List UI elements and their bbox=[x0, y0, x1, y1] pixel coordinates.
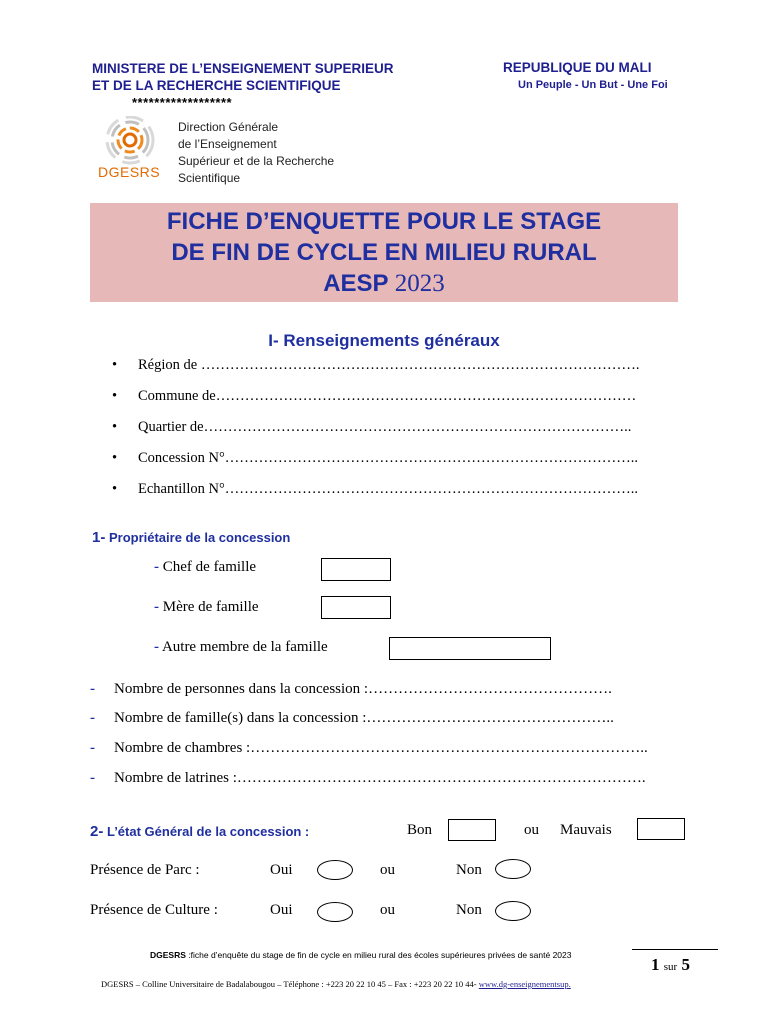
field-label: Commune de…………………………………………………………………………… bbox=[138, 388, 637, 404]
culture-yes-label: Oui bbox=[270, 902, 293, 918]
footer-short: DGESRS bbox=[150, 950, 186, 960]
field-label: Quartier de…………………………………………………………………………….. bbox=[138, 419, 632, 435]
dash-mark: - bbox=[90, 740, 95, 756]
count-label: Nombre de latrines :………………………………………………………………………. bbox=[114, 770, 646, 786]
direction-line: Direction Générale bbox=[178, 120, 279, 134]
option-label: Mère de famille bbox=[162, 599, 259, 615]
page-total: 5 bbox=[681, 955, 690, 974]
park-no-radio[interactable] bbox=[495, 859, 531, 879]
culture-label: Présence de Culture : bbox=[90, 902, 218, 918]
autre-membre-field[interactable] bbox=[389, 637, 551, 660]
title-line-2: DE FIN DE CYCLE EN MILIEU RURAL bbox=[171, 239, 597, 266]
state-good-label: Bon bbox=[407, 822, 433, 838]
state-good-checkbox[interactable] bbox=[448, 819, 496, 841]
dash-mark: - bbox=[90, 770, 95, 786]
direction-name bbox=[178, 119, 334, 187]
culture-no-radio[interactable] bbox=[495, 901, 531, 921]
direction-line: Scientifique bbox=[178, 171, 241, 185]
page-sur: sur bbox=[663, 961, 678, 973]
bullet-icon: • bbox=[112, 450, 118, 466]
footer-description bbox=[150, 950, 571, 960]
page-number bbox=[651, 955, 690, 975]
general-info-fields bbox=[112, 356, 639, 511]
dash-mark: - bbox=[154, 639, 159, 655]
ministry-header bbox=[92, 60, 452, 94]
footer-text: :fiche d’enquête du stage de fin de cycle en milieu rural des écoles supérieures privées de santé 2023 bbox=[185, 950, 572, 960]
park-or-label: ou bbox=[380, 862, 395, 878]
stars-separator: ****************** bbox=[132, 95, 233, 110]
state-section-title bbox=[90, 823, 309, 840]
website-link[interactable]: www.dg-enseignementsup. bbox=[478, 979, 571, 989]
park-yes-label: Oui bbox=[270, 862, 293, 878]
logo-text: DGESRS bbox=[98, 164, 161, 180]
owner-section-label: Propriétaire de la concession bbox=[108, 530, 291, 545]
country-name: REPUBLIQUE DU MALI bbox=[503, 60, 652, 75]
direction-line: de l’Enseignement bbox=[178, 137, 277, 151]
mere-famille-checkbox[interactable] bbox=[321, 596, 391, 619]
state-bad-checkbox[interactable] bbox=[637, 818, 685, 840]
culture-or-label: ou bbox=[380, 902, 395, 918]
page-current: 1 bbox=[651, 955, 660, 974]
option-mere-famille bbox=[154, 599, 259, 616]
count-label: Nombre de famille(s) dans la concession :………………………………………….. bbox=[114, 710, 614, 726]
state-bad-label: Mauvais bbox=[560, 822, 612, 838]
bullet-icon: • bbox=[112, 357, 118, 373]
section-general-info-title: I- Renseignements généraux bbox=[268, 331, 500, 350]
bullet-icon: • bbox=[112, 388, 118, 404]
count-label: Nombre de personnes dans la concession :…………………………………………. bbox=[114, 681, 612, 697]
owner-section-title bbox=[92, 529, 290, 546]
option-label: Chef de famille bbox=[162, 559, 257, 575]
footer-divider bbox=[632, 949, 718, 950]
address-text: DGESRS – Colline Universitaire de Badalabougou – Téléphone : +223 20 22 10 45 – Fax : +223 20 22 10 44- bbox=[101, 979, 479, 989]
field-label: Région de ………………………………………………………………………………. bbox=[138, 357, 640, 373]
option-chef-famille bbox=[154, 559, 256, 576]
field-region[interactable] bbox=[112, 356, 639, 387]
form-title bbox=[90, 203, 678, 302]
chef-famille-checkbox[interactable] bbox=[321, 558, 391, 581]
culture-no-label: Non bbox=[456, 902, 482, 918]
field-echantillon[interactable] bbox=[112, 480, 639, 511]
state-or-label: ou bbox=[524, 822, 539, 838]
title-aesp: AESP bbox=[323, 270, 389, 297]
owner-section-number: 1- bbox=[92, 529, 106, 546]
culture-yes-radio[interactable] bbox=[317, 902, 353, 922]
bullet-icon: • bbox=[112, 419, 118, 435]
ministry-line-1: MINISTERE DE L’ENSEIGNEMENT SUPERIEUR bbox=[92, 61, 394, 76]
field-label: Concession N°………………………………………………………………………….. bbox=[138, 450, 639, 466]
state-section-number: 2- bbox=[90, 823, 104, 840]
dash-mark: - bbox=[90, 681, 95, 697]
field-quartier[interactable] bbox=[112, 418, 639, 449]
park-label: Présence de Parc : bbox=[90, 862, 200, 878]
count-familles[interactable] bbox=[90, 710, 614, 727]
dash-mark: - bbox=[154, 559, 159, 575]
title-line-3 bbox=[90, 268, 678, 299]
park-yes-radio[interactable] bbox=[317, 860, 353, 880]
ministry-line-2: ET DE LA RECHERCHE SCIENTIFIQUE bbox=[92, 78, 341, 93]
count-chambres[interactable] bbox=[90, 740, 648, 757]
field-concession[interactable] bbox=[112, 449, 639, 480]
field-commune[interactable] bbox=[112, 387, 639, 418]
field-label: Echantillon N°………………………………………………………………………….. bbox=[138, 481, 638, 497]
count-personnes[interactable] bbox=[90, 681, 612, 698]
count-label: Nombre de chambres :…………………………………………………………………….. bbox=[114, 740, 648, 756]
dash-mark: - bbox=[90, 710, 95, 726]
state-section-label: L’état Général de la concession : bbox=[106, 824, 310, 839]
direction-line: Supérieur et de la Recherche bbox=[178, 154, 335, 168]
park-no-label: Non bbox=[456, 862, 482, 878]
bullet-icon: • bbox=[112, 481, 118, 497]
option-label: Autre membre de la famille bbox=[161, 639, 328, 655]
count-latrines[interactable] bbox=[90, 770, 646, 787]
country-motto: Un Peuple - Un But - Une Foi bbox=[518, 79, 668, 91]
title-line-1: FICHE D’ENQUETTE POUR LE STAGE bbox=[166, 208, 602, 235]
footer-address bbox=[101, 979, 571, 989]
title-year: 2023 bbox=[394, 270, 445, 297]
dash-mark: - bbox=[154, 599, 159, 615]
option-autre-membre bbox=[154, 639, 328, 656]
